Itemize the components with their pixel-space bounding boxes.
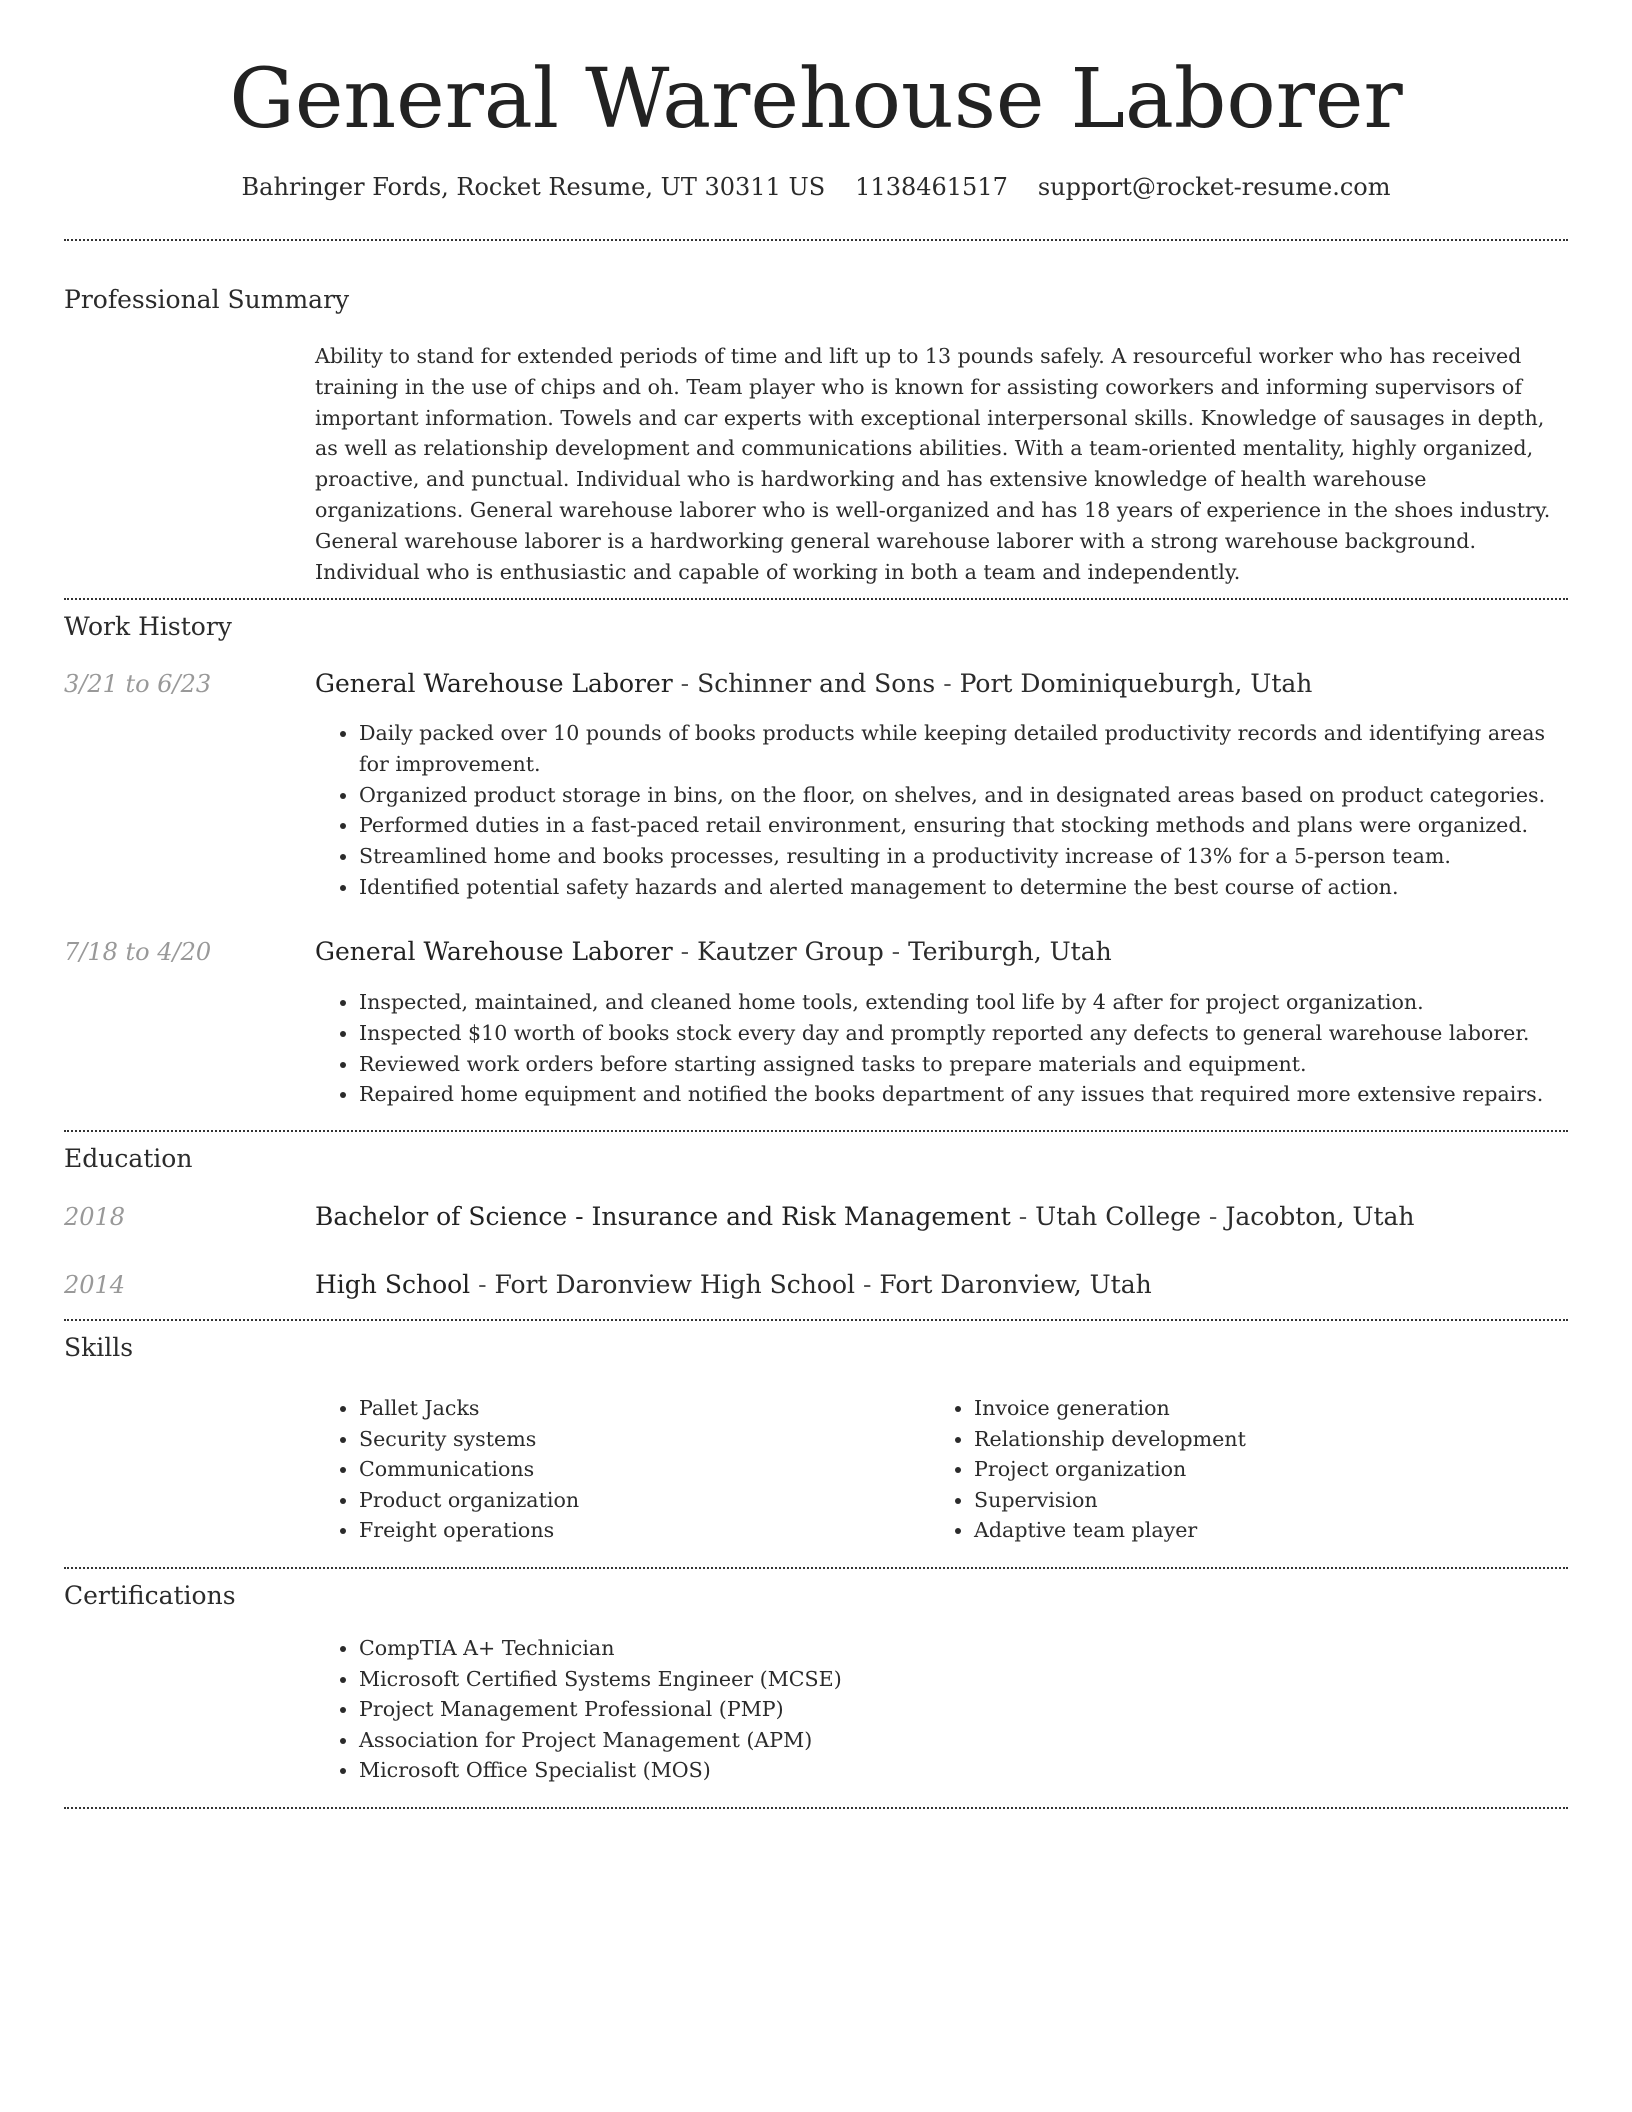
- contact-line: [64, 170, 1568, 204]
- list-item: • Pallet Jacks: [359, 1393, 930, 1424]
- list-item: • Microsoft Certified Systems Engineer (MCSE): [359, 1664, 1568, 1695]
- section-heading-work-history: Work History: [64, 612, 232, 641]
- list-item: • Freight operations: [359, 1515, 930, 1546]
- list-item: • Organized product storage in bins, on the floor, on shelves, and in designated areas based on product categories.: [359, 780, 1568, 811]
- list-item: • Streamlined home and books processes, resulting in a productivity increase of 13% for a 5-person team.: [359, 841, 1568, 872]
- divider: [64, 1319, 1568, 1321]
- section-heading-certifications: Certifications: [64, 1581, 236, 1610]
- education-location: Fort Daronview, Utah: [879, 1270, 1152, 1299]
- list-item: • Communications: [359, 1454, 930, 1485]
- education-school: Utah College: [1035, 1202, 1201, 1231]
- list-item: • Project Management Professional (PMP): [359, 1694, 1568, 1725]
- list-item: • Identified potential safety hazards and alerted management to determine the best course of action.: [359, 872, 1568, 903]
- education-line: [315, 1200, 1568, 1234]
- education-separator: -: [855, 1270, 880, 1299]
- education-location: Jacobton, Utah: [1225, 1202, 1415, 1231]
- divider: [64, 1130, 1568, 1132]
- section-heading-summary: Professional Summary: [64, 285, 350, 314]
- job-separator: -: [883, 937, 909, 966]
- list-item: • Association for Project Management (APM): [359, 1725, 1568, 1756]
- education-separator: -: [1200, 1202, 1226, 1231]
- job-title: General Warehouse Laborer: [315, 937, 673, 966]
- summary-text: Ability to stand for extended periods of time and lift up to 13 pounds safely. A resourceful worker who has received training in the use of chips and oh. Team player who is known for assisting coworkers and informing supervisors of important information. Towels and car experts with exceptional interpersonal skills. Knowledge of sausages in depth, as well as relationship development and communications abilities. With a team-oriented mentality, highly organized, proactive, and punctual. Individual who is hardworking and has extensive knowledge of health warehouse organizations. General warehouse laborer who is well-organized and has 18 years of experience in the shoes industry. General warehouse laborer is a hardworking general warehouse laborer with a strong warehouse background. Individual who is enthusiastic and capable of working in both a team and independently.: [315, 344, 1551, 584]
- job-bullets: [315, 718, 1568, 903]
- list-item: • Invoice generation: [974, 1393, 1568, 1424]
- job-company: Kautzer Group: [697, 937, 884, 966]
- education-school: Fort Daronview High School: [494, 1270, 855, 1299]
- divider: [64, 239, 1568, 241]
- list-item: • Performed duties in a fast-paced retail environment, ensuring that stocking methods and plans were organized.: [359, 810, 1568, 841]
- list-item: • Microsoft Office Specialist (MOS): [359, 1755, 1568, 1786]
- list-item: • Adaptive team player: [974, 1515, 1568, 1546]
- job-title-line: [315, 935, 1568, 969]
- skills-list-right: [930, 1393, 1568, 1546]
- skills-list-left: [315, 1393, 930, 1546]
- contact-phone: 1138461517: [855, 173, 1008, 201]
- job-dates: 3/21 to 6/23: [64, 670, 212, 698]
- resume-name: General Warehouse Laborer: [229, 52, 1403, 147]
- list-item: • Daily packed over 10 pounds of books products while keeping detailed productivity records and identifying areas for improvement.: [359, 718, 1568, 780]
- list-item: • Inspected, maintained, and cleaned home tools, extending tool life by 4 after for project organization.: [359, 987, 1568, 1018]
- list-item: • Project organization: [974, 1454, 1568, 1485]
- job-title: General Warehouse Laborer: [315, 669, 673, 698]
- list-item: • CompTIA A+ Technician: [359, 1633, 1568, 1664]
- education-line: [315, 1268, 1568, 1302]
- list-item: • Relationship development: [974, 1424, 1568, 1455]
- list-item: • Supervision: [974, 1485, 1568, 1516]
- job-dates: 7/18 to 4/20: [64, 938, 212, 966]
- divider: [64, 1807, 1568, 1809]
- job-location: Port Dominiqueburgh, Utah: [959, 669, 1313, 698]
- job-bullets: [315, 987, 1568, 1110]
- education-year: 2018: [64, 1203, 126, 1231]
- divider: [64, 1567, 1568, 1569]
- list-item: • Repaired home equipment and notified the books department of any issues that required more extensive repairs.: [359, 1079, 1568, 1110]
- contact-email: support@rocket-resume.com: [1037, 173, 1391, 201]
- job-title-line: [315, 667, 1568, 701]
- education-separator: -: [470, 1270, 495, 1299]
- list-item: • Security systems: [359, 1424, 930, 1455]
- job-separator: -: [672, 937, 698, 966]
- education-degree: High School: [315, 1270, 471, 1299]
- job-separator: -: [672, 669, 698, 698]
- section-heading-education: Education: [64, 1144, 193, 1173]
- education-separator: -: [1010, 1202, 1036, 1231]
- list-item: • Product organization: [359, 1485, 930, 1516]
- job-location: Teriburgh, Utah: [908, 937, 1112, 966]
- divider: [64, 598, 1568, 600]
- job-separator: -: [935, 669, 960, 698]
- contact-address: Bahringer Fords, Rocket Resume, UT 30311 US: [241, 173, 826, 201]
- education-year: 2014: [64, 1271, 126, 1299]
- certifications-list: [315, 1633, 1568, 1786]
- education-degree: Bachelor of Science - Insurance and Risk Management: [315, 1202, 1011, 1231]
- list-item: • Reviewed work orders before starting assigned tasks to prepare materials and equipment.: [359, 1049, 1568, 1080]
- list-item: • Inspected $10 worth of books stock every day and promptly reported any defects to general warehouse laborer.: [359, 1018, 1568, 1049]
- job-company: Schinner and Sons: [697, 669, 936, 698]
- section-heading-skills: Skills: [64, 1333, 134, 1362]
